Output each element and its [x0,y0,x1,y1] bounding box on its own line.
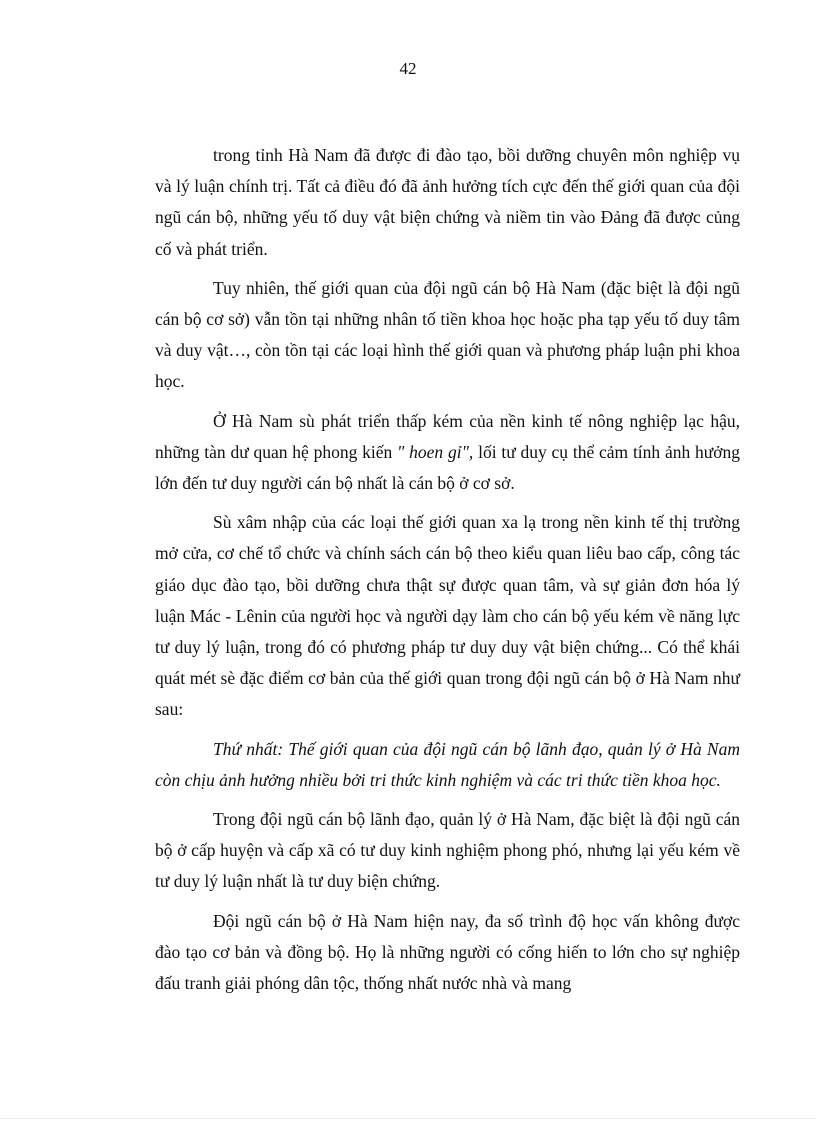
paragraph-3-text-start: Ở Hà Nam sù phát triển thấp kém của nền kinh tế nông nghiệp lạc hậu, những tàn dư quan hệ phong kiến [155,410,740,462]
page-number: 42 [399,59,417,78]
paragraph-3 [155,406,740,500]
paragraph-6: Trong đội ngũ cán bộ lãnh đạo, quản lý ở Hà Nam, đặc biệt là đội ngũ cán bộ ở cấp huyện và cấp xã có tư duy kinh nghiệm phong phó, nhưng lại yếu kém về tư duy lý luận nhất là tư duy biện chứng. [155,809,740,892]
paragraph-4: Sù xâm nhập của các loại thế giới quan xa lạ trong nền kinh tế thị trường mở cửa, cơ chế tổ chức và chính sách cán bộ theo kiểu quan liêu bao cấp, công tác giáo dục đào tạo, bồi dưỡng chưa thật sự được quan tâm, và sự giản đơn hóa lý luận Mác - Lênin của người học và người dạy làm cho cán bộ yếu kém về năng lực tư duy lý luận, trong đó có phương pháp tư duy duy vật biện chứng... Có thể khái quát mét sè đặc điểm cơ bản của thế giới quan trong đội ngũ cán bộ ở Hà Nam như sau: [155,512,740,720]
paragraph-2: Tuy nhiên, thế giới quan của đội ngũ cán bộ Hà Nam (đặc biệt là đội ngũ cán bộ cơ sở) vẫn tồn tại những nhân tố tiền khoa học hoặc pha tạp yếu tố duy tâm và duy vật…, còn tồn tại các loại hình thế giới quan và phương pháp luận phi khoa học. [155,277,740,392]
paragraph-5-heading: Thứ nhất: Thế giới quan của đội ngũ cán bộ lãnh đạo, quản lý ở Hà Nam còn chịu ảnh hưởng nhiều bởi tri thức kinh nghiệm và các tri thức tiền khoa học. [155,738,740,790]
paragraph-7: Đội ngũ cán bộ ở Hà Nam hiện nay, đa số trình độ học vấn không được đào tạo cơ bản và đồng bộ. Họ là những người có cống hiến to lớn cho sự nghiệp đấu tranh giải phóng dân tộc, thống nhất nước nhà và mang [155,910,740,994]
paragraph-3-quote: " hoen gỉ", [397,441,474,462]
page-bottom-edge [0,1118,816,1119]
paragraph-3-text-end: lối tư duy cụ thể cảm tính ảnh hưởng lớn đến tư duy người cán bộ nhất là cán bộ ở cơ sở. [155,441,740,494]
body-text [155,140,740,1007]
paragraph-1: trong tỉnh Hà Nam đã được đi đào tạo, bồi dưỡng chuyên môn nghiệp vụ và lý luận chính trị. Tất cả điều đó đã ảnh hưởng tích cực đến thế giới quan của đội ngũ cán bộ, những yếu tố duy vật biện chứng và niềm tin vào Đảng đã được củng cố và phát triển. [155,145,740,259]
